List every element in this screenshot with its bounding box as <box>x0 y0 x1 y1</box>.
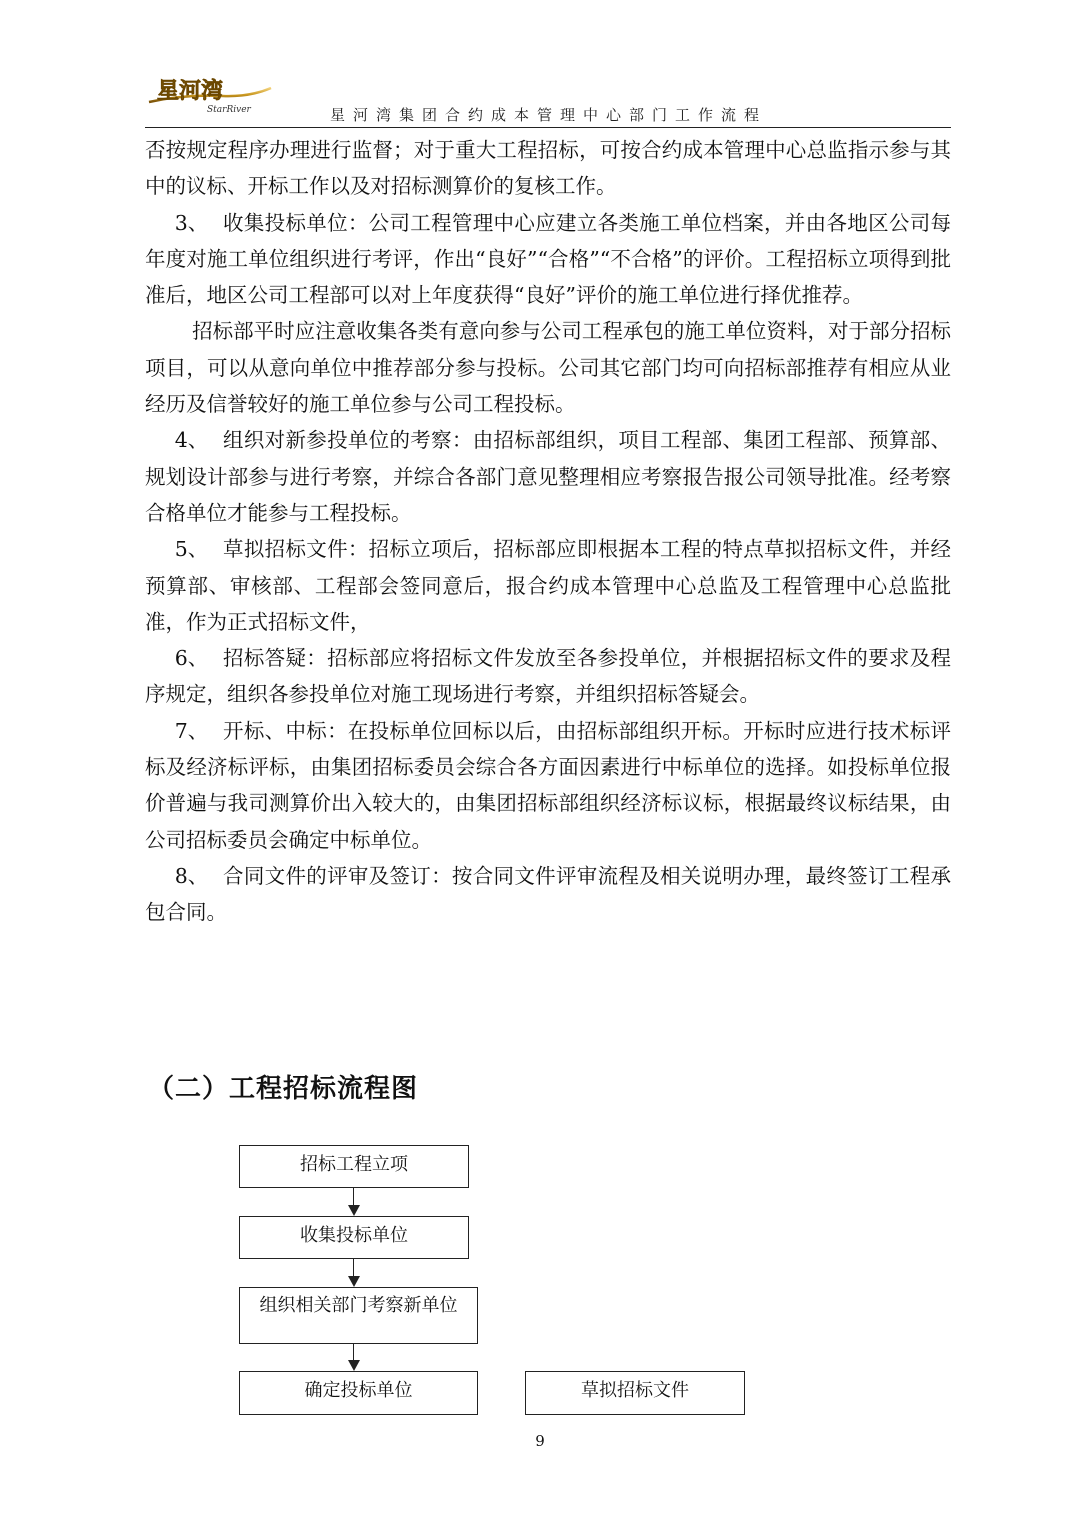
paragraph-item-4: 4、 组织对新参投单位的考察：由招标部组织，项目工程部、集团工程部、预算部、规划设计部参与进行考察，并综合各部门意见整理相应考察报告报公司领导批准。经考察合格单位才能参与工程投标。 <box>145 428 951 525</box>
flow-arrow <box>353 1188 354 1206</box>
paragraph: 招标部平时应注意收集各类有意向参与公司工程承包的施工单位资料，对于部分招标项目，可以从意向单位中推荐部分参与投标。公司其它部门均可向招标部推荐有相应从业经历及信誉较好的施工单位参与公司工程投标。 <box>145 319 951 417</box>
company-logo <box>145 74 275 118</box>
flow-box-draft-tender-docs: 草拟招标文件 <box>525 1371 745 1415</box>
body-text <box>145 132 951 931</box>
flow-arrow <box>353 1344 354 1361</box>
paragraph-item-5: 5、 草拟招标文件：招标立项后，招标部应即根据本工程的特点草拟招标文件，并经预算部、审核部、工程部会签同意后，报合约成本管理中心总监及工程管理中心总监批准，作为正式招标文件， <box>145 537 951 634</box>
paragraph-item-7: 7、 开标、中标：在投标单位回标以后，由招标部组织开标。开标时应进行技术标评标及经济标评标，由集团招标委员会综合各方面因素进行中标单位的选择。如投标单位报价普遍与我司测算价出入较大的，由集团招标部组织经济标议标，根据最终议标结果，由公司招标委员会确定中标单位。 <box>145 718 951 852</box>
header-divider <box>145 127 951 128</box>
flow-box-tender-initiation: 招标工程立项 <box>239 1145 469 1188</box>
flow-box-collect-bidders: 收集投标单位 <box>239 1216 469 1259</box>
paragraph-item-3: 3、 收集投标单位：公司工程管理中心应建立各类施工单位档案，并由各地区公司每年度对施工单位组织进行考评，作出“良好”“合格”“不合格”的评价。工程招标立项得到批准后，地区公司工程部可以对上年度获得“良好”评价的施工单位进行择优推荐。 <box>145 210 951 308</box>
header-title: 星河湾集团合约成本管理中心部门工作流程 <box>330 106 768 124</box>
paragraph: 否按规定程序办理进行监督；对于重大工程招标，可按合约成本管理中心总监指示参与其中的议标、开标工作以及对招标测算价的复核工作。 <box>145 138 951 199</box>
flow-arrow-head <box>348 1276 360 1287</box>
flow-arrow <box>353 1259 354 1277</box>
svg-text:星河湾: 星河湾 <box>157 78 224 104</box>
svg-text:StarRiver: StarRiver <box>207 105 251 115</box>
page-number: 9 <box>535 1432 545 1450</box>
flow-arrow-head <box>348 1205 360 1216</box>
flow-box-confirm-bidders: 确定投标单位 <box>239 1371 478 1415</box>
section-title: （二）工程招标流程图 <box>148 1074 419 1104</box>
flow-arrow-head <box>348 1360 360 1371</box>
paragraph-item-8: 8、 合同文件的评审及签订：按合同文件评审流程及相关说明办理，最终签订工程承包合同。 <box>145 863 951 925</box>
paragraph-item-6: 6、 招标答疑：招标部应将招标文件发放至各参投单位，并根据招标文件的要求及程序规定，组织各参投单位对施工现场进行考察，并组织招标答疑会。 <box>145 646 951 707</box>
flow-box-inspect-new-units: 组织相关部门考察新单位 <box>239 1287 478 1344</box>
